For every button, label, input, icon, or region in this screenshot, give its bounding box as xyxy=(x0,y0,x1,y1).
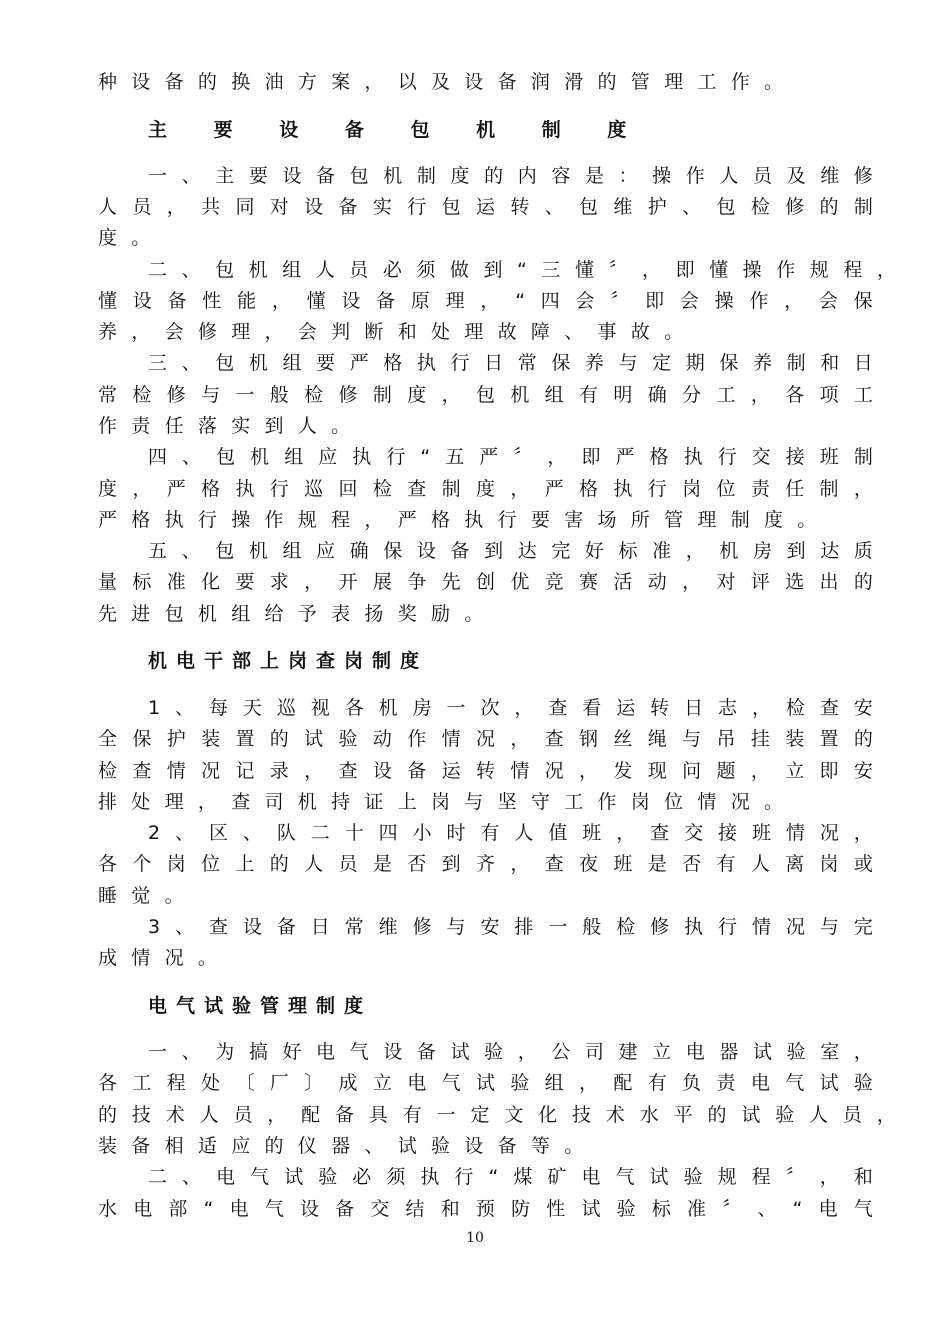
text-line: 1 、 每 天 巡 视 各 机 房 一 次 ， 查 看 运 转 日 志 ， 检 查 安 xyxy=(148,697,873,719)
text-line: 五 、 包 机 组 应 确 保 设 备 到 达 完 好 标 准 ， 机 房 到 达 质 xyxy=(148,540,873,562)
text-line: 一 、 主 要 设 备 包 机 制 度 的 内 容 是 ： 操 作 人 员 及 维 修 xyxy=(148,165,873,187)
text-line: 养，会修理，会判断和处理故障、事故。 xyxy=(98,321,698,343)
text-line: 先进包机组给予表扬奖励。 xyxy=(98,603,498,625)
text-line: 懂 设 备 性 能 ， 懂 设 备 原 理 ， “ 四 会 〞 即 会 操 作 ， 会 保 xyxy=(98,290,873,312)
section-heading-equipment-contract: 主 要 设 备 包 机 制 度 xyxy=(148,119,647,141)
text-line: 睡觉。 xyxy=(98,885,198,907)
text-line: 2 、 区 、 队 二 十 四 小 时 有 人 值 班 ， 查 交 接 班 情 况 ， xyxy=(148,822,873,844)
text-line: 各 个 岗 位 上 的 人 员 是 否 到 齐 ， 查 夜 班 是 否 有 人 离 岗 或 xyxy=(98,853,873,875)
text-line: 一 、 为 搞 好 电 气 设 备 试 验 ， 公 司 建 立 电 器 试 验 室 ， xyxy=(148,1041,873,1063)
text-line: 度。 xyxy=(98,227,165,249)
section-heading-cadre-inspection: 机电干部上岗查岗制度 xyxy=(148,650,429,672)
text-line: 装备相适应的仪器、试验设备等。 xyxy=(98,1135,598,1157)
section-heading-electrical-test: 电气试验管理制度 xyxy=(148,995,373,1017)
text-line: 人 员 ， 共 同 对 设 备 实 行 包 运 转 、 包 维 护 、 包 检 修 的 制 xyxy=(98,196,873,218)
text-line: 三 、 包 机 组 要 严 格 执 行 日 常 保 养 与 定 期 保 养 制 和 日 xyxy=(148,352,873,374)
text-line: 二 、 电 气 试 验 必 须 执 行 “ 煤 矿 电 气 试 验 规 程 〞 ， 和 xyxy=(148,1166,873,1188)
text-line: 各 工 程 处 〔 厂 〕 成 立 电 气 试 验 组 ， 配 有 负 责 电 气 试 验 xyxy=(98,1072,873,1094)
text-line: 种设备的换油方案，以及设备润滑的管理工作。 xyxy=(98,71,798,93)
text-line: 常 检 修 与 一 般 检 修 制 度 ， 包 机 组 有 明 确 分 工 ， 各 项 工 xyxy=(98,384,873,406)
text-line: 度 ， 严 格 执 行 巡 回 检 查 制 度 ， 严 格 执 行 岗 位 责 任 制 ， xyxy=(98,478,873,500)
text-line: 作责任落实到人。 xyxy=(98,415,365,437)
text-line: 3 、 查 设 备 日 常 维 修 与 安 排 一 般 检 修 执 行 情 况 与 完 xyxy=(148,916,873,938)
text-line: 严格执行操作规程，严格执行要害场所管理制度。 xyxy=(98,509,831,531)
text-line: 四 、 包 机 组 应 执 行 “ 五 严 〞 ， 即 严 格 执 行 交 接 班 制 xyxy=(148,446,873,468)
text-line: 的 技 术 人 员 ， 配 备 具 有 一 定 文 化 技 术 水 平 的 试 验 人 员 ， xyxy=(98,1104,896,1126)
text-line: 成情况。 xyxy=(98,947,232,969)
text-line: 全 保 护 装 置 的 试 验 动 作 情 况 ， 查 钢 丝 绳 与 吊 挂 装 置 的 xyxy=(98,728,873,750)
text-line: 量 标 准 化 要 求 ， 开 展 争 先 创 优 竞 赛 活 动 ， 对 评 选 出 的 xyxy=(98,571,873,593)
page-number: 10 xyxy=(466,1230,484,1246)
text-line: 排处理，查司机持证上岗与坚守工作岗位情况。 xyxy=(98,791,798,813)
text-line: 二 、 包 机 组 人 员 必 须 做 到 “ 三 懂 〞 ， 即 懂 操 作 规 程 ， xyxy=(148,259,896,281)
text-line: 检 查 情 况 记 录 ， 查 设 备 运 转 情 况 ， 发 现 问 题 ， 立 即 安 xyxy=(98,760,873,782)
text-line: 水 电 部 “ 电 气 设 备 交 结 和 预 防 性 试 验 标 准 〞 、 “ 电 气 xyxy=(98,1198,873,1220)
